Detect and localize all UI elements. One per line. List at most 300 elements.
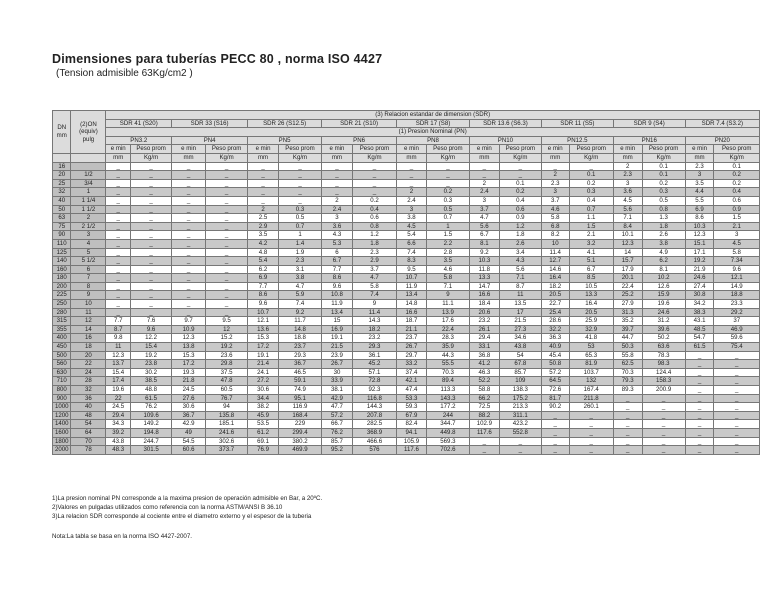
value-cell: 2.3 bbox=[278, 257, 321, 266]
value-cell: 2.8 bbox=[426, 248, 469, 257]
dn-cell: 1800 bbox=[53, 437, 71, 446]
value-cell: 53.3 bbox=[397, 394, 427, 403]
value-cell: 8.4 bbox=[613, 222, 642, 231]
value-cell: 8.6 bbox=[685, 214, 714, 223]
value-cell: 13.9 bbox=[426, 308, 469, 317]
value-cell: 4.5 bbox=[613, 196, 642, 205]
value-cell: 213.3 bbox=[499, 403, 541, 412]
value-cell: _ bbox=[322, 162, 353, 171]
sdr-header: SDR 9 (S4) bbox=[613, 119, 685, 128]
value-cell: _ bbox=[106, 248, 131, 257]
value-cell: _ bbox=[613, 411, 642, 420]
sub-header-cell: Peso prom bbox=[426, 145, 469, 154]
value-cell: _ bbox=[685, 351, 714, 360]
value-cell: 95.1 bbox=[278, 394, 321, 403]
value-cell: _ bbox=[131, 188, 172, 197]
value-cell: 105.9 bbox=[397, 437, 427, 446]
value-cell: 244.7 bbox=[131, 437, 172, 446]
value-cell: 207.8 bbox=[352, 411, 396, 420]
value-cell: 2 bbox=[541, 171, 569, 180]
dn-cell: 25 bbox=[53, 179, 71, 188]
table-row bbox=[53, 437, 760, 446]
value-cell: 59.1 bbox=[278, 377, 321, 386]
value-cell: _ bbox=[613, 437, 642, 446]
table-row bbox=[53, 351, 760, 360]
value-cell: 449.8 bbox=[426, 428, 469, 437]
unit-header-cell: mm bbox=[469, 153, 499, 162]
value-cell: 0.9 bbox=[714, 205, 760, 214]
inch-cell bbox=[71, 162, 106, 171]
value-cell: 10.7 bbox=[248, 308, 279, 317]
value-cell: _ bbox=[131, 308, 172, 317]
value-cell: 30.6 bbox=[172, 403, 206, 412]
value-cell: _ bbox=[469, 437, 499, 446]
value-cell: _ bbox=[206, 188, 248, 197]
value-cell: 10.3 bbox=[469, 257, 499, 266]
value-cell: _ bbox=[248, 188, 279, 197]
value-cell: 53.5 bbox=[248, 420, 279, 429]
value-cell: 9.6 bbox=[714, 265, 760, 274]
value-cell: 57.1 bbox=[352, 368, 396, 377]
value-cell: 8.6 bbox=[248, 291, 279, 300]
value-cell: 9.6 bbox=[248, 300, 279, 309]
value-cell: 85.7 bbox=[499, 368, 541, 377]
value-cell: 3.5 bbox=[426, 257, 469, 266]
value-cell: 19.6 bbox=[106, 386, 131, 395]
value-cell: 2.6 bbox=[642, 231, 685, 240]
inch-cell: 2 bbox=[71, 214, 106, 223]
table-row bbox=[53, 196, 760, 205]
value-cell: 58.8 bbox=[469, 386, 499, 395]
inch-cell: 5 bbox=[71, 248, 106, 257]
value-cell: 94.1 bbox=[397, 428, 427, 437]
value-cell: _ bbox=[613, 428, 642, 437]
value-cell: _ bbox=[569, 437, 613, 446]
value-cell: 9.6 bbox=[322, 282, 353, 291]
value-cell: _ bbox=[352, 188, 396, 197]
value-cell: 109 bbox=[499, 377, 541, 386]
value-cell: 8.3 bbox=[397, 257, 427, 266]
pn-header: PN16 bbox=[613, 136, 685, 145]
value-cell: 299.4 bbox=[278, 428, 321, 437]
sub-header-cell: e min bbox=[469, 145, 499, 154]
value-cell: 82.4 bbox=[397, 420, 427, 429]
value-cell: 32.9 bbox=[569, 325, 613, 334]
value-cell: 132 bbox=[569, 377, 613, 386]
value-cell: 0.2 bbox=[714, 171, 760, 180]
value-cell: 48.5 bbox=[685, 325, 714, 334]
value-cell: 98.3 bbox=[642, 360, 685, 369]
value-cell: 168.4 bbox=[278, 411, 321, 420]
value-cell: _ bbox=[106, 171, 131, 180]
value-cell: 3 bbox=[469, 196, 499, 205]
value-cell: 6.2 bbox=[248, 265, 279, 274]
value-cell: 0.2 bbox=[569, 179, 613, 188]
value-cell: 26.7 bbox=[322, 360, 353, 369]
inch-cell: 22 bbox=[71, 360, 106, 369]
value-cell: 14.8 bbox=[278, 325, 321, 334]
value-cell: 3.6 bbox=[613, 188, 642, 197]
value-cell: _ bbox=[685, 394, 714, 403]
value-cell: _ bbox=[172, 179, 206, 188]
value-cell: 31.3 bbox=[613, 308, 642, 317]
value-cell: _ bbox=[206, 291, 248, 300]
inch-cell: 2 1/2 bbox=[71, 222, 106, 231]
value-cell: 40.9 bbox=[541, 343, 569, 352]
value-cell: 44.3 bbox=[426, 351, 469, 360]
value-cell: 1.9 bbox=[278, 248, 321, 257]
value-cell: 27.4 bbox=[685, 282, 714, 291]
value-cell: 64.5 bbox=[541, 377, 569, 386]
dn-cell: 110 bbox=[53, 239, 71, 248]
value-cell: 95.2 bbox=[322, 446, 353, 455]
value-cell: 15.7 bbox=[613, 257, 642, 266]
value-cell: 47.4 bbox=[397, 386, 427, 395]
unit-header-cell: Kg/m bbox=[714, 153, 760, 162]
value-cell: _ bbox=[541, 411, 569, 420]
value-cell: _ bbox=[322, 179, 353, 188]
value-cell: 11.4 bbox=[352, 308, 396, 317]
dn-cell: 280 bbox=[53, 308, 71, 317]
table-row bbox=[53, 179, 760, 188]
value-cell: 0.6 bbox=[714, 196, 760, 205]
value-cell: _ bbox=[131, 248, 172, 257]
value-cell: 17.4 bbox=[106, 377, 131, 386]
value-cell: 22 bbox=[106, 394, 131, 403]
value-cell: 13.6 bbox=[248, 325, 279, 334]
value-cell: _ bbox=[131, 222, 172, 231]
value-cell: 7.4 bbox=[352, 291, 396, 300]
value-cell: 3.8 bbox=[278, 274, 321, 283]
unit-header-cell: Kg/m bbox=[131, 153, 172, 162]
table-row bbox=[53, 231, 760, 240]
value-cell: 1 bbox=[278, 231, 321, 240]
value-cell: 7.7 bbox=[322, 265, 353, 274]
table-row bbox=[53, 308, 760, 317]
value-cell: 50.3 bbox=[613, 343, 642, 352]
value-cell: _ bbox=[131, 171, 172, 180]
value-cell: 1.8 bbox=[499, 231, 541, 240]
value-cell: _ bbox=[613, 446, 642, 455]
value-cell: 11.9 bbox=[322, 300, 353, 309]
value-cell: 20.5 bbox=[569, 308, 613, 317]
value-cell: _ bbox=[541, 162, 569, 171]
value-cell: 42.1 bbox=[397, 377, 427, 386]
value-cell: 15.9 bbox=[642, 291, 685, 300]
value-cell: 0.3 bbox=[569, 188, 613, 197]
value-cell: 1.5 bbox=[426, 231, 469, 240]
value-cell: 24.5 bbox=[106, 403, 131, 412]
value-cell: 12 bbox=[206, 325, 248, 334]
value-cell: 8.2 bbox=[541, 231, 569, 240]
value-cell: _ bbox=[131, 265, 172, 274]
value-cell: 10.9 bbox=[172, 325, 206, 334]
value-cell: 19.3 bbox=[172, 368, 206, 377]
value-cell: _ bbox=[541, 446, 569, 455]
value-cell: 3 bbox=[397, 205, 427, 214]
value-cell: 32.2 bbox=[541, 325, 569, 334]
value-cell: 7.4 bbox=[278, 300, 321, 309]
value-cell: 3.8 bbox=[397, 214, 427, 223]
inch-cell: 4 bbox=[71, 239, 106, 248]
value-cell: _ bbox=[499, 437, 541, 446]
value-cell: _ bbox=[131, 231, 172, 240]
value-cell: 23.8 bbox=[131, 360, 172, 369]
value-cell: 6.7 bbox=[469, 231, 499, 240]
value-cell: 6.7 bbox=[569, 265, 613, 274]
value-cell: 17.1 bbox=[685, 248, 714, 257]
value-cell: _ bbox=[172, 162, 206, 171]
value-cell: 3.1 bbox=[278, 265, 321, 274]
value-cell: 0.7 bbox=[278, 222, 321, 231]
value-cell: 69.1 bbox=[248, 437, 279, 446]
value-cell: 36.7 bbox=[278, 360, 321, 369]
value-cell: 38.1 bbox=[322, 386, 353, 395]
value-cell: 19.2 bbox=[131, 351, 172, 360]
value-cell: 5.5 bbox=[685, 196, 714, 205]
unit-header-cell: Kg/m bbox=[426, 153, 469, 162]
value-cell: 27.9 bbox=[613, 300, 642, 309]
value-cell: 103.7 bbox=[569, 368, 613, 377]
value-cell: 17 bbox=[499, 308, 541, 317]
inch-cell: 18 bbox=[71, 343, 106, 352]
value-cell: 177.2 bbox=[426, 403, 469, 412]
value-cell: 0.3 bbox=[278, 205, 321, 214]
value-cell: _ bbox=[541, 437, 569, 446]
value-cell: 12.7 bbox=[541, 257, 569, 266]
value-cell: 344.7 bbox=[426, 420, 469, 429]
inch-cell: 32 bbox=[71, 386, 106, 395]
value-cell: 15.3 bbox=[248, 334, 279, 343]
value-cell: 13.3 bbox=[469, 274, 499, 283]
value-cell: _ bbox=[685, 420, 714, 429]
value-cell: 4.5 bbox=[714, 239, 760, 248]
value-cell: _ bbox=[613, 394, 642, 403]
value-cell: _ bbox=[642, 420, 685, 429]
value-cell: _ bbox=[397, 171, 427, 180]
value-cell: 24.6 bbox=[642, 308, 685, 317]
value-cell: 50.2 bbox=[642, 334, 685, 343]
value-cell: _ bbox=[172, 308, 206, 317]
value-cell: 5.9 bbox=[278, 291, 321, 300]
value-cell: 30.8 bbox=[685, 291, 714, 300]
value-cell: _ bbox=[397, 179, 427, 188]
inch-cell: 3 bbox=[71, 231, 106, 240]
value-cell: 19.2 bbox=[685, 257, 714, 266]
table-row bbox=[53, 317, 760, 326]
table-head bbox=[53, 111, 760, 163]
value-cell: 29.3 bbox=[352, 343, 396, 352]
table-row bbox=[53, 446, 760, 455]
value-cell: 76.2 bbox=[322, 428, 353, 437]
value-cell: _ bbox=[469, 446, 499, 455]
value-cell: _ bbox=[206, 282, 248, 291]
value-cell: 2.4 bbox=[469, 188, 499, 197]
value-cell: 21.9 bbox=[685, 265, 714, 274]
value-cell: 0.8 bbox=[642, 205, 685, 214]
unit-header-cell: mm bbox=[397, 153, 427, 162]
inch-cell: 36 bbox=[71, 394, 106, 403]
value-cell: _ bbox=[106, 205, 131, 214]
value-cell: _ bbox=[206, 222, 248, 231]
value-cell: 63.6 bbox=[642, 343, 685, 352]
value-cell: 23.7 bbox=[397, 334, 427, 343]
value-cell: _ bbox=[106, 162, 131, 171]
unit-header-cell: mm bbox=[541, 153, 569, 162]
value-cell: 11.1 bbox=[426, 300, 469, 309]
value-cell: 12.1 bbox=[714, 274, 760, 283]
sdr-header: SDR 17 (S8) bbox=[397, 119, 470, 128]
table-basis-note: Nota:La tabla se basa en la norma ISO 4427-2007. bbox=[52, 533, 192, 540]
value-cell: 0.4 bbox=[714, 188, 760, 197]
value-cell: 16.4 bbox=[541, 274, 569, 283]
value-cell: _ bbox=[642, 428, 685, 437]
value-cell: 143.3 bbox=[426, 394, 469, 403]
value-cell: 27.2 bbox=[248, 377, 279, 386]
value-cell: 13.3 bbox=[569, 291, 613, 300]
inch-cell: 5 1/2 bbox=[71, 257, 106, 266]
value-cell: 5.6 bbox=[613, 205, 642, 214]
value-cell: 4.1 bbox=[569, 248, 613, 257]
value-cell: 311.1 bbox=[499, 411, 541, 420]
value-cell: 25.9 bbox=[569, 317, 613, 326]
value-cell: 43.1 bbox=[685, 317, 714, 326]
on-unit-cell bbox=[71, 153, 106, 162]
inch-cell: 20 bbox=[71, 351, 106, 360]
value-cell: 3 bbox=[714, 231, 760, 240]
value-cell: _ bbox=[685, 428, 714, 437]
value-cell: _ bbox=[685, 386, 714, 395]
value-cell: 11.4 bbox=[541, 248, 569, 257]
value-cell: 54.5 bbox=[172, 437, 206, 446]
value-cell: 380.2 bbox=[278, 437, 321, 446]
inch-cell: 14 bbox=[71, 325, 106, 334]
value-cell: 11 bbox=[499, 291, 541, 300]
value-cell: 1.8 bbox=[352, 239, 396, 248]
sdr-header: SDR 26 (S12.5) bbox=[248, 119, 322, 128]
value-cell: 4.3 bbox=[499, 257, 541, 266]
value-cell: 60.6 bbox=[172, 446, 206, 455]
value-cell: 23.9 bbox=[322, 351, 353, 360]
value-cell: 21.1 bbox=[397, 325, 427, 334]
value-cell: _ bbox=[131, 274, 172, 283]
value-cell: 10.8 bbox=[322, 291, 353, 300]
value-cell: 67.9 bbox=[397, 411, 427, 420]
value-cell: 702.6 bbox=[426, 446, 469, 455]
value-cell: 14 bbox=[613, 248, 642, 257]
value-cell: 2.9 bbox=[248, 222, 279, 231]
value-cell: 43.8 bbox=[106, 437, 131, 446]
value-cell: 17.6 bbox=[426, 317, 469, 326]
value-cell: 55.8 bbox=[613, 351, 642, 360]
value-cell: 260.1 bbox=[569, 403, 613, 412]
value-cell: 0.1 bbox=[642, 162, 685, 171]
value-cell: 2.9 bbox=[352, 257, 396, 266]
value-cell: _ bbox=[106, 196, 131, 205]
value-cell: 28.3 bbox=[426, 334, 469, 343]
value-cell: 7.1 bbox=[426, 282, 469, 291]
value-cell: 0.2 bbox=[499, 188, 541, 197]
value-cell: 34.4 bbox=[248, 394, 279, 403]
value-cell: _ bbox=[469, 162, 499, 171]
value-cell: 9.8 bbox=[106, 334, 131, 343]
value-cell: 4.9 bbox=[642, 248, 685, 257]
value-cell: _ bbox=[642, 411, 685, 420]
dimensions-table bbox=[52, 110, 760, 455]
unit-header-cell: Kg/m bbox=[499, 153, 541, 162]
value-cell: _ bbox=[248, 162, 279, 171]
value-cell: 4.2 bbox=[248, 239, 279, 248]
value-cell: 72.5 bbox=[469, 403, 499, 412]
value-cell: 4.3 bbox=[322, 231, 353, 240]
value-cell: 76.9 bbox=[248, 446, 279, 455]
value-cell: 45.4 bbox=[541, 351, 569, 360]
value-cell: 41.2 bbox=[469, 360, 499, 369]
table-row bbox=[53, 360, 760, 369]
value-cell: _ bbox=[322, 188, 353, 197]
value-cell: 3.8 bbox=[642, 239, 685, 248]
unit-header-cell: mm bbox=[172, 153, 206, 162]
value-cell: 74.9 bbox=[278, 386, 321, 395]
value-cell: 244 bbox=[426, 411, 469, 420]
dn-cell: 710 bbox=[53, 377, 71, 386]
value-cell: 47.7 bbox=[322, 403, 353, 412]
value-cell: _ bbox=[172, 274, 206, 283]
value-cell: 2.2 bbox=[426, 239, 469, 248]
value-cell: 37.4 bbox=[397, 368, 427, 377]
value-cell: _ bbox=[172, 196, 206, 205]
value-cell: _ bbox=[106, 188, 131, 197]
value-cell: 59.6 bbox=[714, 334, 760, 343]
table-row bbox=[53, 325, 760, 334]
dn-cell: 40 bbox=[53, 196, 71, 205]
value-cell: 18.7 bbox=[397, 317, 427, 326]
sub-header-cell: Peso prom bbox=[131, 145, 172, 154]
value-cell: 3.4 bbox=[499, 248, 541, 257]
value-cell: 89.4 bbox=[426, 377, 469, 386]
value-cell: 2.3 bbox=[541, 179, 569, 188]
value-cell: 81.7 bbox=[541, 394, 569, 403]
value-cell: 24.1 bbox=[248, 368, 279, 377]
dn-cell: 200 bbox=[53, 282, 71, 291]
value-cell: 0.1 bbox=[499, 179, 541, 188]
value-cell: 11.7 bbox=[278, 317, 321, 326]
dn-cell: 20 bbox=[53, 171, 71, 180]
dn-cell: 225 bbox=[53, 291, 71, 300]
value-cell: _ bbox=[499, 446, 541, 455]
value-cell: _ bbox=[206, 248, 248, 257]
dn-cell: 450 bbox=[53, 343, 71, 352]
value-cell: _ bbox=[397, 162, 427, 171]
value-cell: 23.2 bbox=[352, 334, 396, 343]
inch-cell: 7 bbox=[71, 274, 106, 283]
value-cell: 30.6 bbox=[248, 386, 279, 395]
value-cell: 14.3 bbox=[352, 317, 396, 326]
value-cell: _ bbox=[569, 428, 613, 437]
value-cell: 4.7 bbox=[278, 282, 321, 291]
value-cell: _ bbox=[172, 291, 206, 300]
value-cell: 25.4 bbox=[541, 308, 569, 317]
value-cell: 2.3 bbox=[613, 171, 642, 180]
value-cell: 57.2 bbox=[322, 411, 353, 420]
value-cell: 88.2 bbox=[469, 411, 499, 420]
value-cell: 3.7 bbox=[352, 265, 396, 274]
unit-header-cell: Kg/m bbox=[278, 153, 321, 162]
value-cell: _ bbox=[131, 196, 172, 205]
sub-header-cell: e min bbox=[172, 145, 206, 154]
value-cell: 49 bbox=[172, 428, 206, 437]
value-cell: 29.7 bbox=[397, 351, 427, 360]
